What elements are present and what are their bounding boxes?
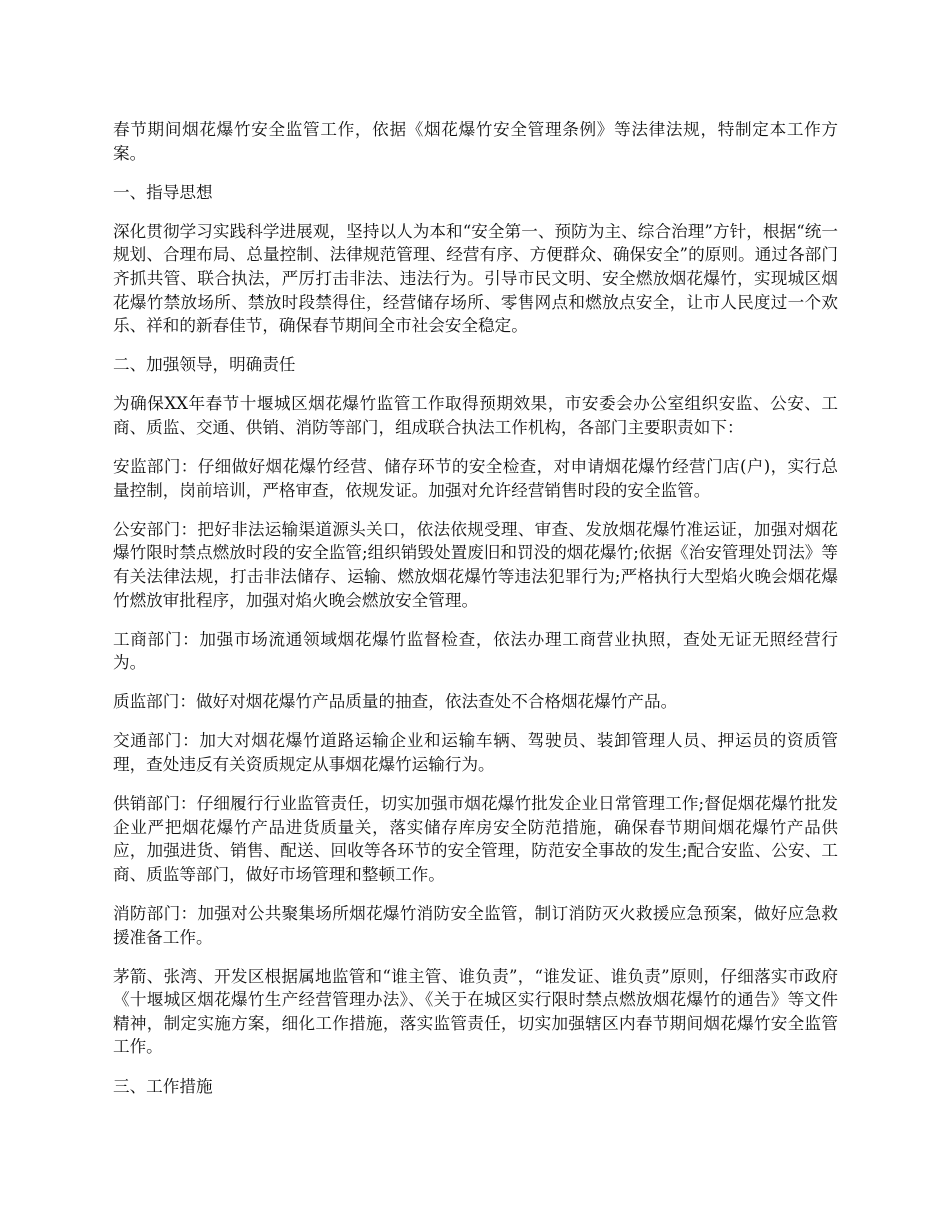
safety-dept-paragraph: 安监部门：仔细做好烟花爆竹经营、储存环节的安全检查，对申请烟花爆竹经营门店(户)，实行总量控制，岗前培训，严格审查，依规发证。加强对允许经营销售时段的安全监管。	[113, 457, 838, 500]
section-heading-leadership: 二、加强领导，明确责任	[113, 355, 296, 375]
leadership-paragraph: 为确保XX年春节十堰城区烟花爆竹监管工作取得预期效果，市安委会办公室组织安监、公安、工商、质监、交通、供销、消防等部门，组成联合执法工作机构，各部门主要职责如下：	[113, 394, 838, 437]
commerce-dept-paragraph: 工商部门：加强市场流通领域烟花爆竹监督检查，依法办理工商营业执照，查处无证无照经营行为。	[113, 629, 838, 673]
guiding-ideology-paragraph: 深化贯彻学习实践科学进展观，坚持以人为本和“安全第一、预防为主、综合治理”方针，根据“统一规划、合理布局、总量控制、法律规范管理、经营有序、方便群众、确保安全”的原则。通过各部门齐抓共管、联合执法，严厉打击非法、违法行为。引导市民文明、安全燃放烟花爆竹，实现城区烟花爆竹禁放场所、禁放时段禁得住，经营储存场所、零售网点和燃放点安全，让市人民度过一个欢乐、祥和的新春佳节，确保春节期间全市社会安全稳定。	[113, 221, 838, 336]
document-page	[113, 118, 838, 1114]
fire-dept-paragraph: 消防部门：加强对公共聚集场所烟花爆竹消防安全监管，制订消防灭火救援应急预案，做好应急救援准备工作。	[113, 903, 838, 947]
supply-dept-paragraph: 供销部门：仔细履行行业监管责任，切实加强市烟花爆竹批发企业日常管理工作;督促烟花爆竹批发企业严把烟花爆竹产品进货质量关，落实储存库房安全防范措施，确保春节期间烟花爆竹产品供应，加强进货、销售、配送、回收等各环节的安全管理，防范安全事故的发生;配合安监、公安、工商、质监等部门，做好市场管理和整顿工作。	[113, 794, 838, 884]
transport-dept-paragraph: 交通部门：加大对烟花爆竹道路运输企业和运输车辆、驾驶员、装卸管理人员、押运员的资质管理，查处违反有关资质规定从事烟花爆竹运输行为。	[113, 731, 838, 774]
police-dept-paragraph: 公安部门：把好非法运输渠道源头关口，依法依规受理、审查、发放烟花爆竹准运证，加强对烟花爆竹限时禁点燃放时段的安全监管;组织销毁处置废旧和罚没的烟花爆竹;依据《治安管理处罚法》等有关法律法规，打击非法储存、运输、燃放烟花爆竹等违法犯罪行为;严格执行大型焰火晚会烟花爆竹燃放审批程序，加强对焰火晚会燃放安全管理。	[113, 519, 838, 610]
section-heading-guiding-ideology: 一、指导思想	[113, 182, 213, 202]
section-heading-measures: 三、工作措施	[113, 1076, 213, 1096]
quality-dept-paragraph: 质监部门：做好对烟花爆竹产品质量的抽查，依法查处不合格烟花爆竹产品。	[113, 692, 678, 712]
districts-paragraph: 茅箭、张湾、开发区根据属地监管和“谁主管、谁负责”，“谁发证、谁负责”原则，仔细落实市政府《十堰城区烟花爆竹生产经营管理办法》、《关于在城区实行限时禁点燃放烟花爆竹的通告》等文件精神，制定实施方案，细化工作措施，落实监管责任，切实加强辖区内春节期间烟花爆竹安全监管工作。	[113, 966, 838, 1057]
intro-paragraph: 春节期间烟花爆竹安全监管工作，依据《烟花爆竹安全管理条例》等法律法规，特制定本工作方案。	[113, 120, 838, 163]
